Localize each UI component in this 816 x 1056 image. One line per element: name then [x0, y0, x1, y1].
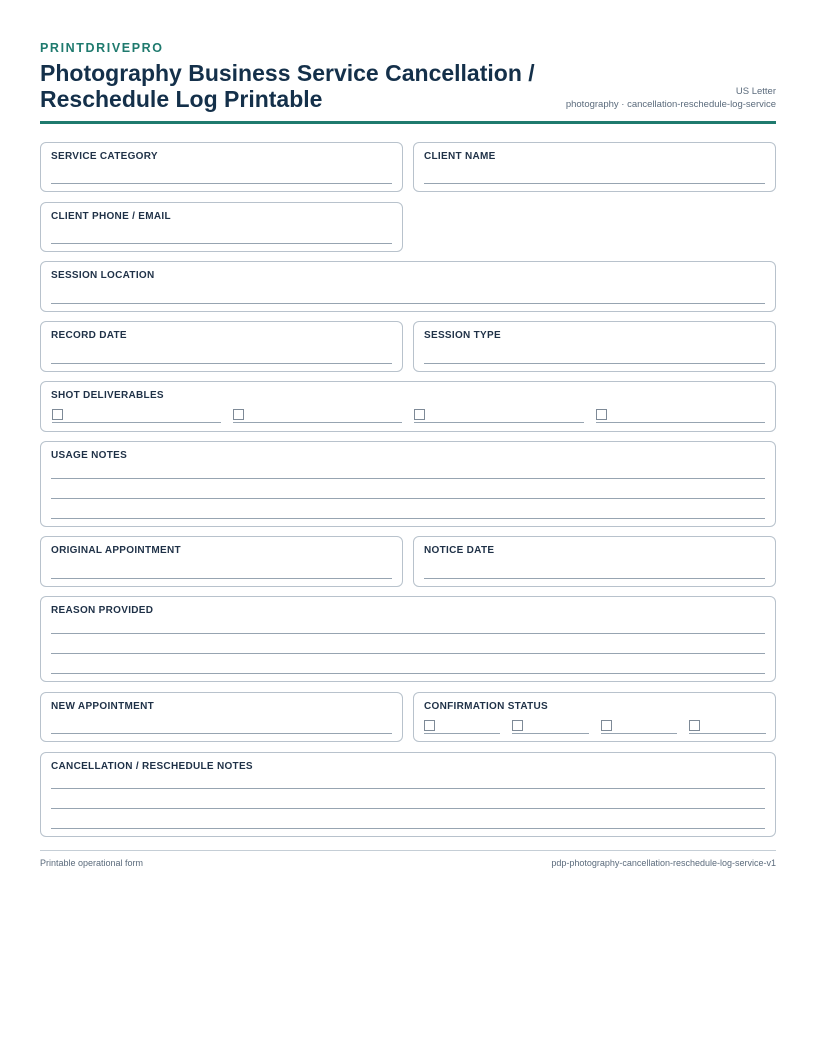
confirmation-checkbox[interactable] — [601, 720, 612, 731]
deliverable-checkbox[interactable] — [596, 409, 607, 420]
original-appointment-label: ORIGINAL APPOINTMENT — [51, 545, 181, 556]
notice-date-field — [413, 536, 776, 587]
session-location-label: SESSION LOCATION — [51, 270, 155, 281]
new-appointment-label: NEW APPOINTMENT — [51, 701, 155, 712]
notes-line[interactable] — [51, 788, 765, 789]
record-date-label: RECORD DATE — [51, 330, 127, 341]
notes-line[interactable] — [51, 808, 765, 809]
client-contact-field — [40, 202, 403, 252]
document-meta — [566, 85, 776, 111]
footer-left-text: Printable operational form — [40, 858, 144, 868]
deliverable-line[interactable] — [414, 422, 584, 423]
client-contact-input[interactable] — [51, 243, 392, 244]
record-date-field — [40, 321, 403, 372]
deliverable-checkbox[interactable] — [52, 409, 63, 420]
notes-line[interactable] — [51, 828, 765, 829]
deliverable-line[interactable] — [52, 422, 221, 423]
page-title: Photography Business Service Cancellation / Reschedule Log Printable — [40, 60, 535, 112]
deliverable-line[interactable] — [596, 422, 765, 423]
usage-notes-line[interactable] — [51, 478, 765, 479]
session-location-input[interactable] — [51, 303, 765, 304]
session-type-field — [413, 321, 776, 372]
confirmation-line[interactable] — [689, 733, 766, 734]
service-category-input[interactable] — [51, 183, 392, 184]
notice-date-input[interactable] — [424, 578, 765, 579]
usage-notes-line[interactable] — [51, 518, 765, 519]
reason-provided-line[interactable] — [51, 633, 765, 634]
footer-doc-id: pdp-photography-cancellation-reschedule-log-service-v1 — [551, 858, 776, 868]
reason-provided-label: REASON PROVIDED — [51, 605, 154, 616]
reason-provided-line[interactable] — [51, 653, 765, 654]
deliverable-line[interactable] — [233, 422, 402, 423]
usage-notes-field — [40, 441, 776, 527]
session-location-field — [40, 261, 776, 312]
reason-provided-line[interactable] — [51, 673, 765, 674]
confirmation-checkbox[interactable] — [689, 720, 700, 731]
reason-provided-field — [40, 596, 776, 682]
deliverable-checkbox[interactable] — [414, 409, 425, 420]
footer-rule — [40, 850, 776, 851]
client-name-label: CLIENT NAME — [424, 151, 496, 162]
client-contact-label: CLIENT PHONE / EMAIL — [51, 211, 171, 222]
service-category-field — [40, 142, 403, 192]
client-name-input[interactable] — [424, 183, 765, 184]
confirmation-status-field — [413, 692, 776, 742]
usage-notes-line[interactable] — [51, 498, 765, 499]
paper-size: US Letter — [735, 86, 776, 97]
deliverable-checkbox[interactable] — [233, 409, 244, 420]
service-category-label: SERVICE CATEGORY — [51, 151, 158, 162]
notes-field — [40, 752, 776, 837]
confirmation-status-label: CONFIRMATION STATUS — [424, 701, 549, 712]
notice-date-label: NOTICE DATE — [424, 545, 495, 556]
original-appointment-input[interactable] — [51, 578, 392, 579]
new-appointment-input[interactable] — [51, 733, 392, 734]
confirmation-checkbox[interactable] — [512, 720, 523, 731]
brand-logo: PRINTDRIVEPRO — [40, 41, 164, 55]
original-appointment-field — [40, 536, 403, 587]
confirmation-line[interactable] — [424, 733, 500, 734]
shot-deliverables-field — [40, 381, 776, 432]
notes-label: CANCELLATION / RESCHEDULE NOTES — [51, 761, 253, 772]
header-rule — [40, 121, 776, 124]
client-name-field — [413, 142, 776, 192]
confirmation-line[interactable] — [512, 733, 589, 734]
usage-notes-label: USAGE NOTES — [51, 450, 128, 461]
shot-deliverables-label: SHOT DELIVERABLES — [51, 390, 164, 401]
session-type-input[interactable] — [424, 363, 765, 364]
confirmation-checkbox[interactable] — [424, 720, 435, 731]
new-appointment-field — [40, 692, 403, 742]
document-path: photography · cancellation-reschedule-log-service — [565, 99, 776, 110]
confirmation-line[interactable] — [601, 733, 677, 734]
record-date-input[interactable] — [51, 363, 392, 364]
session-type-label: SESSION TYPE — [424, 330, 501, 341]
